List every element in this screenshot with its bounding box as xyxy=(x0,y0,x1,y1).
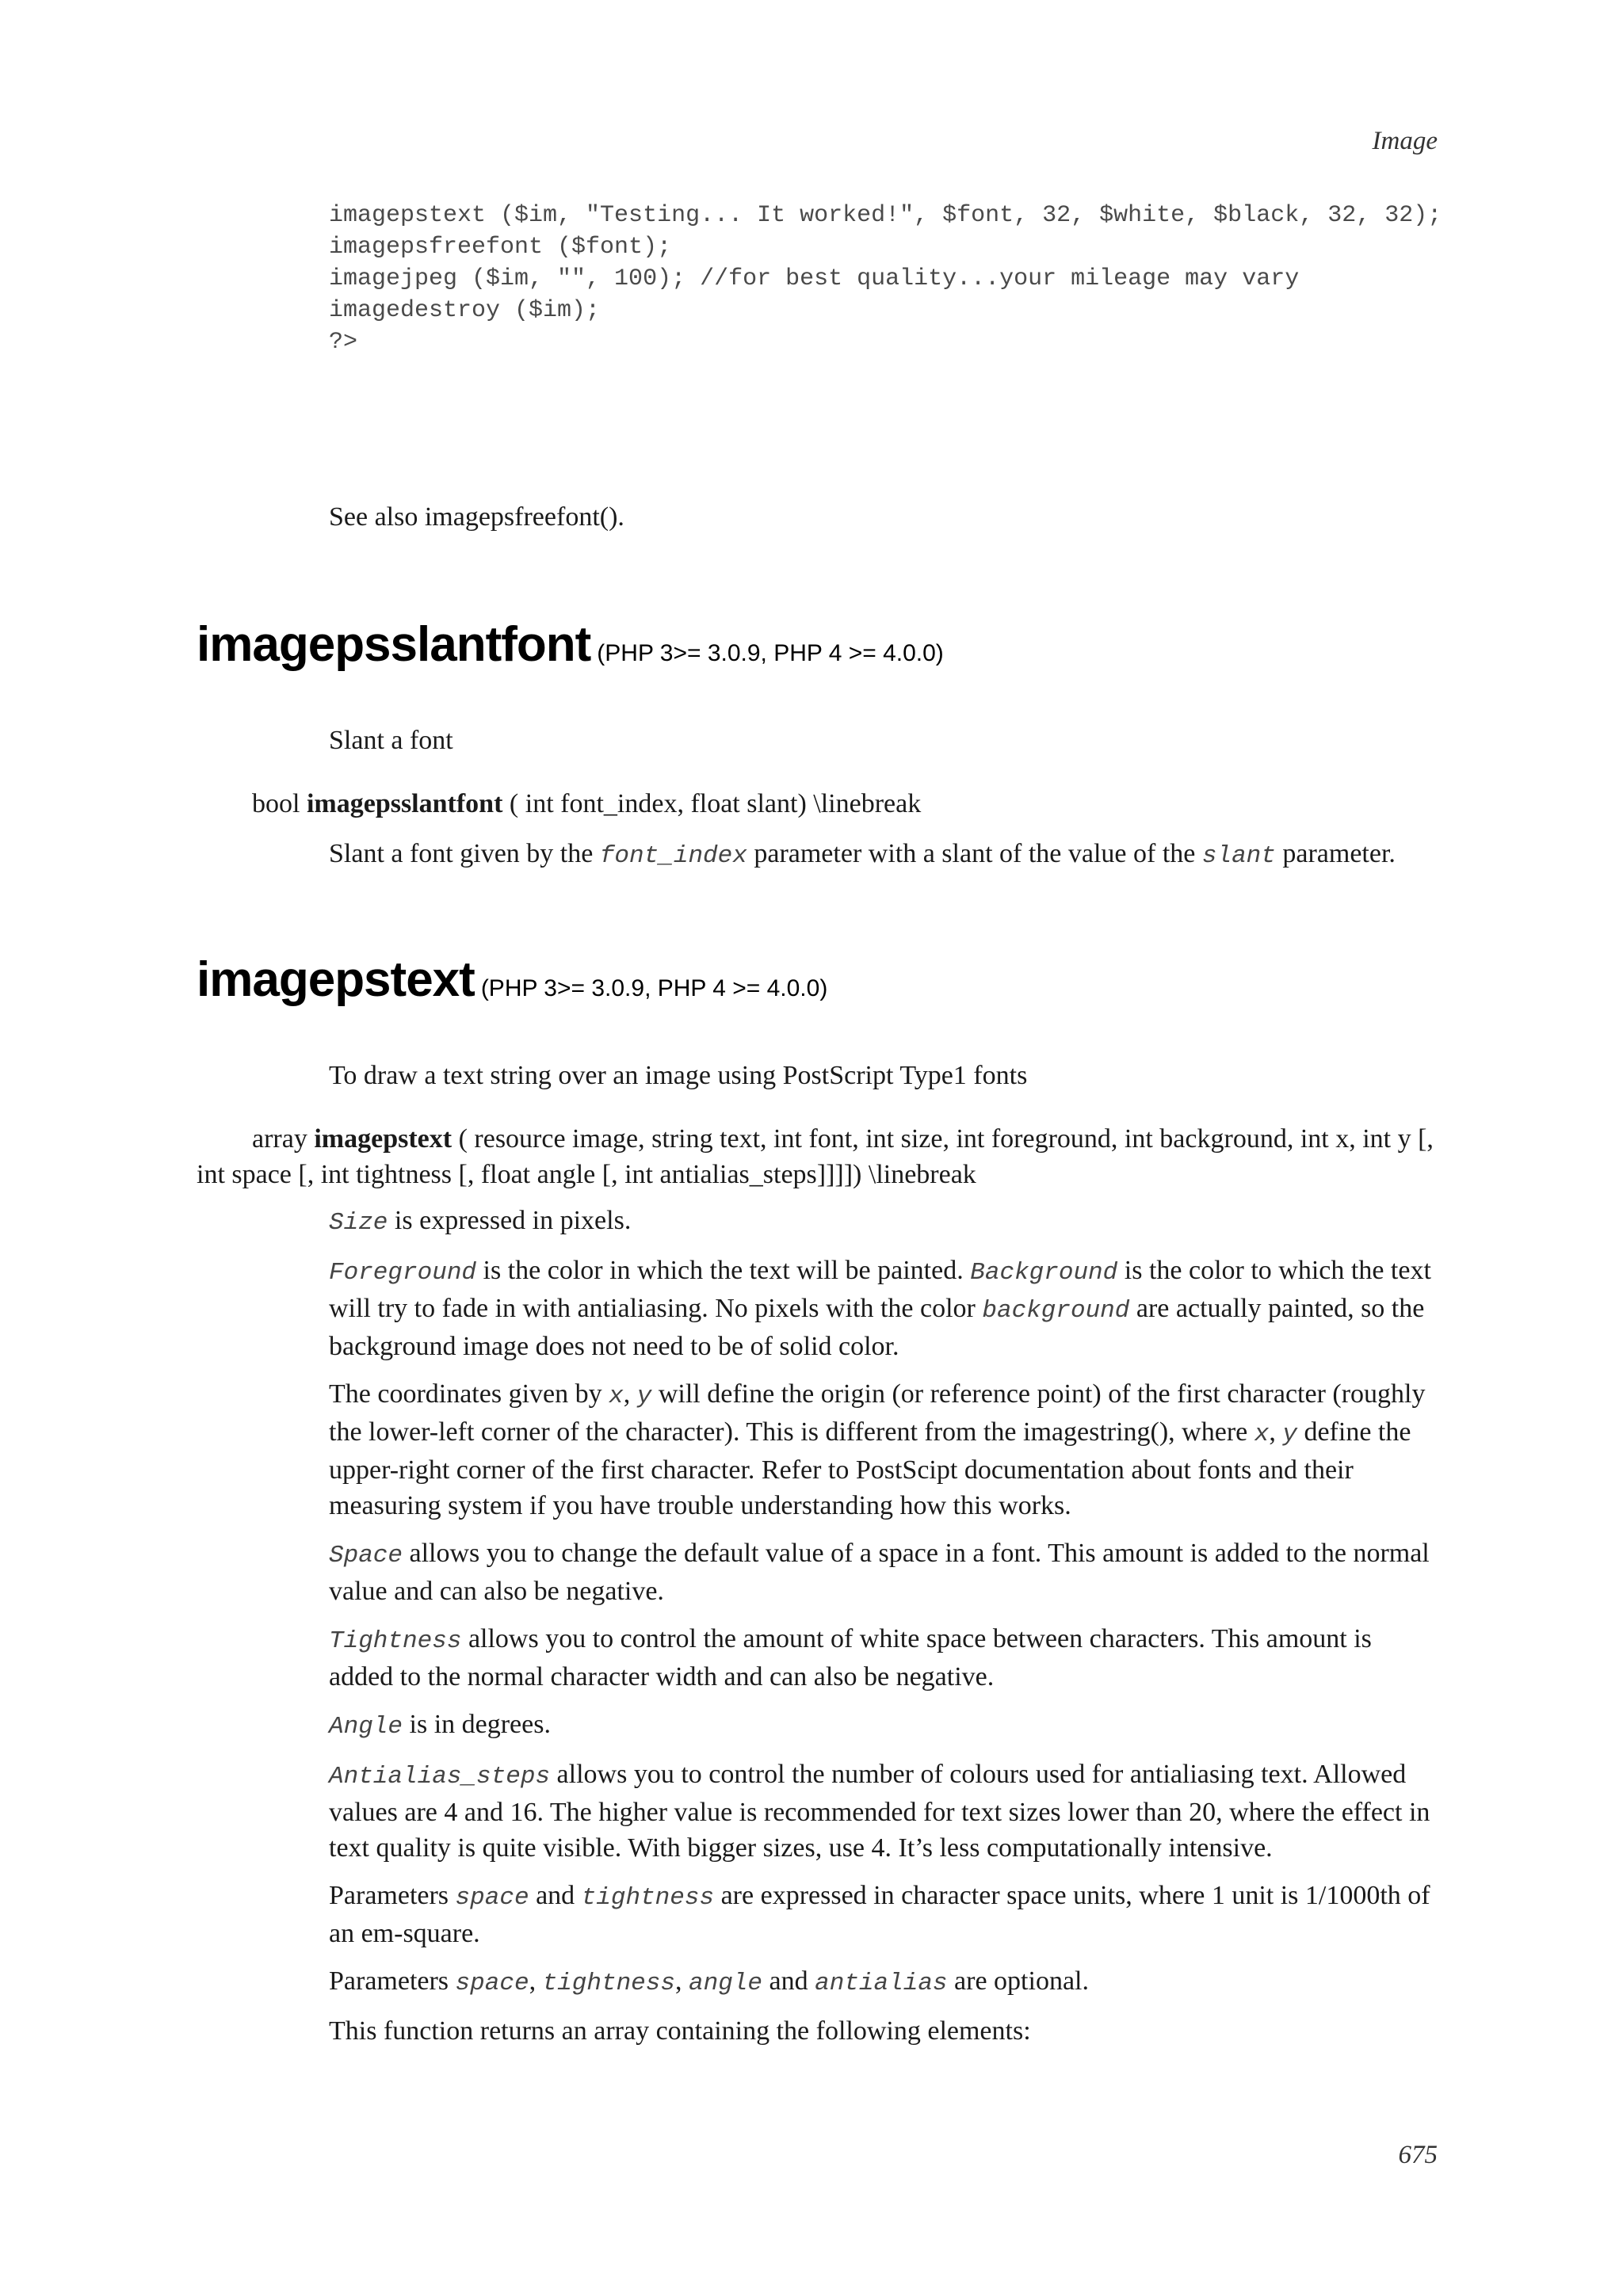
text-run: is the color in which the text will be painted. xyxy=(476,1256,971,1285)
text-run: parameter with a slant of the value of the xyxy=(754,839,1196,868)
parameter-name: Tightness xyxy=(329,1627,462,1655)
description-block xyxy=(329,1203,1438,2061)
parameter-name: Foreground xyxy=(329,1259,477,1287)
parameter-name: x xyxy=(1254,1421,1270,1448)
parameter-name: Antialias_steps xyxy=(329,1763,551,1791)
description-paragraph xyxy=(329,1376,1438,1524)
function-name: imagepsslantfont xyxy=(197,617,591,672)
version-note: (PHP 3>= 3.0.9, PHP 4 >= 4.0.0) xyxy=(480,975,828,1001)
text-run: Slant a font given by the xyxy=(329,839,594,868)
text-run: allows you to change the default value of a space in a font. This amount is added to the normal value and can also be negative. xyxy=(329,1539,1430,1606)
parameter-name: y xyxy=(636,1383,652,1410)
page-number: 675 xyxy=(1398,2141,1438,2169)
signature-params: ( resource image, string text, int font, int size, int foreground, int background, int x, int y [, int space [, int tightness [, float angle [, int antialias_steps]]]]) \linebreak xyxy=(197,1124,1434,1189)
parameter-name: background xyxy=(982,1297,1130,1325)
function-name: imagepstext xyxy=(197,952,475,1007)
text-run: will define the origin (or reference point) of the first character (roughly the lower-left corner of the character). This is different from the imagestring(), where xyxy=(329,1379,1426,1447)
text-run: , xyxy=(623,1379,637,1409)
description-paragraph xyxy=(329,1535,1438,1609)
text-run: is expressed in pixels. xyxy=(388,1206,632,1235)
description-paragraph xyxy=(329,1203,1438,1241)
code-line: imagepstext ($im, "Testing... It worked!", $font, 32, $white, $black, 32, 32); xyxy=(329,202,1442,229)
description-paragraph xyxy=(329,836,1454,874)
description-paragraph xyxy=(329,1707,1438,1745)
description-paragraph xyxy=(329,1756,1438,1866)
parameter-name: font_index xyxy=(599,842,747,870)
signature-params: ( int font_index, float slant) \linebreak xyxy=(502,789,922,818)
description-paragraph xyxy=(329,1253,1438,1364)
text-run: are actually painted, so the background image does not need to be of solid color. xyxy=(329,1294,1425,1361)
parameter-name: Space xyxy=(329,1542,403,1569)
parameter-name: Angle xyxy=(329,1713,403,1741)
see-also-text: See also imagepsfreefont(). xyxy=(329,502,624,532)
code-line: imagedestroy ($im); xyxy=(329,297,601,324)
parameter-name: Size xyxy=(329,1209,388,1237)
function-purpose: Slant a font xyxy=(329,726,453,755)
function-signature xyxy=(197,786,1438,822)
text-run: parameter. xyxy=(1282,839,1396,868)
return-type: bool xyxy=(252,789,300,818)
text-run: , xyxy=(1269,1417,1283,1447)
function-heading-pstext xyxy=(197,952,827,1008)
code-line: imagepsfreefont ($font); xyxy=(329,234,672,261)
text-run: is in degrees. xyxy=(403,1710,551,1739)
text-run: allows you to control the amount of white space between characters. This amount is added to the normal character width and can also be negative. xyxy=(329,1624,1372,1691)
text-run: define the upper-right corner of the first character. Refer to PostScipt documentation about fonts and their measuring system if you have trouble understanding how this works. xyxy=(329,1417,1411,1520)
text-run: and xyxy=(762,1966,815,1996)
description-paragraph xyxy=(329,1621,1438,1695)
text-run: allows you to control the number of colours used for antialiasing text. Allowed values are 4 and 16. The higher value is recommended for text sizes lower than 20, where the effect in text quality is quite visible. With bigger sizes, use 4. It’s less computationally intensive. xyxy=(329,1760,1430,1863)
signature-function-name: imagepstext xyxy=(314,1124,453,1154)
return-type: array xyxy=(252,1124,307,1154)
parameter-name: slant xyxy=(1201,842,1276,870)
description-paragraph: This function returns an array containing the following elements: xyxy=(329,2016,1031,2046)
parameter-name: tightness xyxy=(581,1884,715,1912)
text-run: are expressed in character space units, where 1 unit is 1/1000th of an em-square. xyxy=(329,1881,1430,1948)
code-example xyxy=(329,200,1442,358)
text-run: The coordinates given by xyxy=(329,1379,609,1409)
text-run: is the color to which the text will try to fade in with antialiasing. No pixels with the color xyxy=(329,1256,1431,1323)
text-run: and xyxy=(529,1881,582,1910)
text-run: Parameters xyxy=(329,1881,456,1910)
parameter-name: angle xyxy=(689,1970,763,1997)
text-run: , xyxy=(675,1966,689,1996)
text-run: Parameters xyxy=(329,1966,456,1996)
description-paragraph xyxy=(329,1963,1438,2001)
signature-function-name: imagepsslantfont xyxy=(306,789,503,818)
parameter-name: x xyxy=(609,1383,624,1410)
parameter-name: y xyxy=(1282,1421,1297,1448)
parameter-name: antialias xyxy=(815,1970,948,1997)
description-block xyxy=(329,836,1454,886)
parameter-name: tightness xyxy=(542,1970,675,1997)
parameter-name: space xyxy=(455,1970,529,1997)
running-header: Image xyxy=(1372,127,1438,155)
description-paragraph xyxy=(329,1878,1438,1951)
function-signature xyxy=(197,1121,1438,1192)
version-note: (PHP 3>= 3.0.9, PHP 4 >= 4.0.0) xyxy=(597,640,944,666)
text-run: are optional. xyxy=(947,1966,1089,1996)
text-run: , xyxy=(529,1966,543,1996)
code-line: ?> xyxy=(329,329,358,356)
function-heading-slantfont xyxy=(197,616,944,673)
parameter-name: space xyxy=(455,1884,529,1912)
function-purpose: To draw a text string over an image using PostScript Type1 fonts xyxy=(329,1061,1028,1090)
parameter-name: Background xyxy=(970,1259,1118,1287)
code-line: imagejpeg ($im, "", 100); //for best quality...your mileage may vary xyxy=(329,265,1300,292)
